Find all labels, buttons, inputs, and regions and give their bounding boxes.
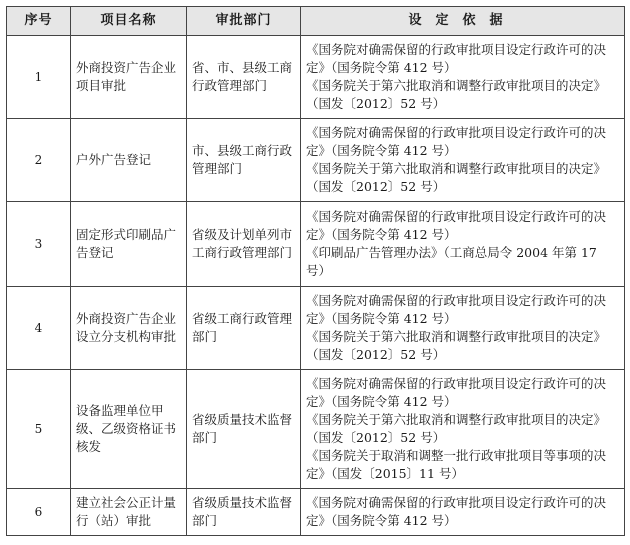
row-dept: 市、县级工商行政管理部门	[187, 119, 301, 202]
row-dept: 省级及计划单列市工商行政管理部门	[187, 202, 301, 287]
row-no: 1	[7, 36, 71, 119]
row-item-name: 设备监理单位甲级、乙级资格证书核发	[71, 370, 187, 489]
row-dept: 省、市、县级工商行政管理部门	[187, 36, 301, 119]
table-row	[7, 202, 625, 287]
basis-line: 《国务院关于第六批取消和调整行政审批项目的决定》（国发〔2012〕52 号）	[306, 78, 607, 111]
basis-line: 《国务院对确需保留的行政审批项目设定行政许可的决定》（国务院令第 412 号）	[306, 293, 607, 326]
row-no: 5	[7, 370, 71, 489]
row-item-name: 固定形式印刷品广告登记	[71, 202, 187, 287]
row-no: 2	[7, 119, 71, 202]
table-row	[7, 119, 625, 202]
row-basis	[301, 370, 625, 489]
row-item-name: 户外广告登记	[71, 119, 187, 202]
basis-line: 《国务院对确需保留的行政审批项目设定行政许可的决定》（国务院令第 412 号）	[306, 125, 607, 158]
row-basis	[301, 202, 625, 287]
basis-line: 《国务院关于第六批取消和调整行政审批项目的决定》（国发〔2012〕52 号）	[306, 161, 607, 194]
table-row	[7, 489, 625, 536]
row-basis	[301, 489, 625, 536]
table-header-row	[7, 7, 625, 36]
basis-line: 《国务院关于第六批取消和调整行政审批项目的决定》（国发〔2012〕52 号）	[306, 412, 607, 445]
row-item-name: 外商投资广告企业项目审批	[71, 36, 187, 119]
basis-line: 《国务院关于取消和调整一批行政审批项目等事项的决定》（国发〔2015〕11 号）	[306, 448, 607, 481]
header-name: 项目名称	[71, 7, 187, 36]
basis-line: 《国务院关于第六批取消和调整行政审批项目的决定》（国发〔2012〕52 号）	[306, 329, 607, 362]
row-item-name: 外商投资广告企业设立分支机构审批	[71, 287, 187, 370]
header-no: 序号	[7, 7, 71, 36]
row-basis	[301, 36, 625, 119]
basis-line: 《国务院对确需保留的行政审批项目设定行政许可的决定》（国务院令第 412 号）	[306, 209, 607, 242]
row-no: 6	[7, 489, 71, 536]
header-basis: 设定依据	[301, 7, 625, 36]
basis-line: 《印刷品广告管理办法》（工商总局令 2004 年第 17 号）	[306, 245, 597, 278]
table-row	[7, 370, 625, 489]
row-dept: 省级质量技术监督部门	[187, 489, 301, 536]
table-row	[7, 36, 625, 119]
row-basis	[301, 287, 625, 370]
table-row	[7, 287, 625, 370]
approval-items-table	[6, 6, 625, 536]
row-dept: 省级质量技术监督部门	[187, 370, 301, 489]
row-item-name: 建立社会公正计量行（站）审批	[71, 489, 187, 536]
basis-line: 《国务院对确需保留的行政审批项目设定行政许可的决定》（国务院令第 412 号）	[306, 42, 607, 75]
header-dept: 审批部门	[187, 7, 301, 36]
row-no: 3	[7, 202, 71, 287]
row-basis	[301, 119, 625, 202]
row-no: 4	[7, 287, 71, 370]
basis-line: 《国务院对确需保留的行政审批项目设定行政许可的决定》（国务院令第 412 号）	[306, 495, 607, 528]
row-dept: 省级工商行政管理部门	[187, 287, 301, 370]
basis-line: 《国务院对确需保留的行政审批项目设定行政许可的决定》（国务院令第 412 号）	[306, 376, 607, 409]
